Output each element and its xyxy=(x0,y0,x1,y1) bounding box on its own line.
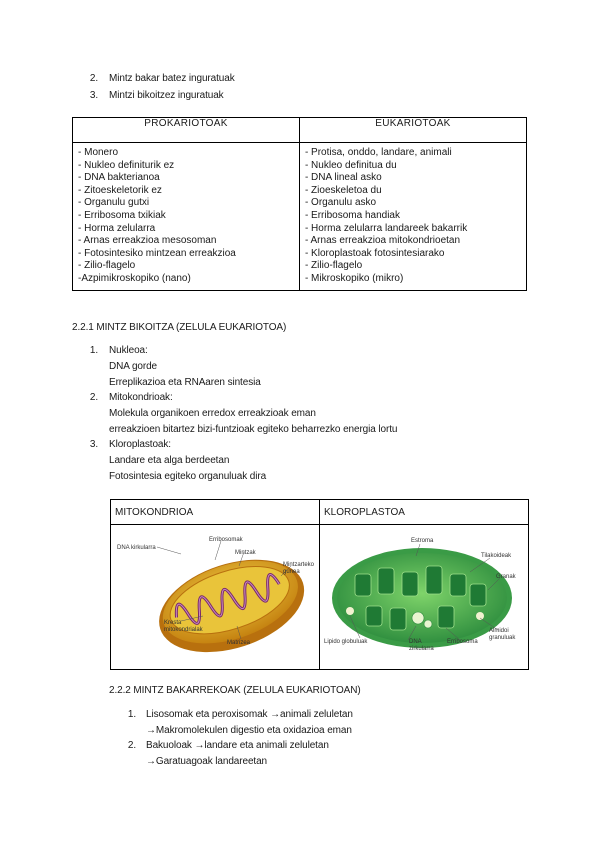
list-item: - Kloroplastoak fotosintesiarako xyxy=(304,247,445,259)
list-item: - Arnas erreakzioa mitokondrioetan xyxy=(304,235,461,247)
list-item-text: Mintzi bikoitzez inguratuak xyxy=(109,90,224,101)
list-item: - Organulu gutxi xyxy=(78,197,150,209)
kloro-label-dna: DNA zirkularra xyxy=(409,639,434,652)
list-number: 3. xyxy=(89,90,98,101)
mito-label-gunea: Mintzarteko gunea xyxy=(283,562,315,575)
mito-label-krestak: Kresta mitokondrialak xyxy=(164,620,203,633)
table-header-row xyxy=(73,118,527,143)
item-line: Erreplikazioa eta RNAaren sintesia xyxy=(109,377,261,388)
list-number: 2. xyxy=(89,73,98,84)
list-item: - DNA bakterianoa xyxy=(78,172,160,184)
list-item: - Nukleo definiturik ez xyxy=(78,159,175,171)
list-item: - Monero xyxy=(78,147,119,158)
list-item: - Erribosoma txikiak xyxy=(78,209,166,221)
section-title-222: 2.2.2 MINTZ BAKARREKOAK (ZELULA EUKARIOTOAN) xyxy=(109,685,361,696)
list-item: - Zilio-flagelo xyxy=(304,260,363,272)
list-item: - Mikroskopiko (mikro) xyxy=(304,272,404,284)
list-item-text: Mintz bakar batez inguratuak xyxy=(109,73,235,84)
list-item: - Horma zelularra landareek bakarrik xyxy=(304,222,468,234)
item-line: erreakzioen bitartez bizi-funtzioak egiteko beharrezko energia lortu xyxy=(109,424,398,435)
mito-label-erribosomak: Erribosomak xyxy=(209,537,243,543)
list-item: - Erribosoma handiak xyxy=(304,209,400,221)
kloro-label-estroma: Estroma xyxy=(411,538,434,544)
header-eukariotoak: EUKARIOTOAK xyxy=(299,118,526,143)
list-number: 1. xyxy=(89,345,98,356)
kloro-label-erribosoma: Erribosoma xyxy=(447,639,478,645)
list-item: - Arnas erreakzioa mesosoman xyxy=(78,235,217,247)
item-line: Fotosintesia egiteko organuluak dira xyxy=(109,471,267,482)
list-item: - Organulu asko xyxy=(304,197,377,209)
item-line: Landare eta alga berdeetan xyxy=(109,455,230,466)
list-item: - Zioeskeletoa du xyxy=(304,184,382,196)
kloro-label-almidoia: Almidoi granuluak xyxy=(489,628,516,641)
list-item: - DNA lineal asko xyxy=(304,172,382,184)
item-title-mitokondrioak: Mitokondrioak: xyxy=(109,392,173,403)
item-line: DNA gorde xyxy=(109,361,158,372)
item-title-kloroplastoak: Kloroplastoak: xyxy=(109,439,171,450)
item-line: Molekula organikoen erredox erreakzioak eman xyxy=(109,408,316,419)
mito-label-mintzak: Mintzak xyxy=(235,550,256,556)
list-item: - Zilio-flagelo xyxy=(78,260,136,272)
list-item: - Nukleo definitua du xyxy=(304,159,397,171)
comparison-table xyxy=(72,117,527,291)
list-number: 3. xyxy=(89,439,98,450)
kloro-label-tilakoideak: Tilakoideak xyxy=(481,553,512,559)
list-item: - Protisa, onddo, landare, animali xyxy=(304,147,452,158)
mito-label-matrizea: Matrizea xyxy=(227,640,251,646)
item-line: →Makromolekulen digestio eta oxidazioa eman xyxy=(146,725,352,736)
kloro-label-granak: Granak xyxy=(496,574,516,580)
organelle-image-table xyxy=(110,499,529,670)
eukariotoak-cell xyxy=(299,143,526,291)
item-line: Bakuoloak →landare eta animali zeluletan xyxy=(146,740,329,751)
header-mitokondrioa: MITOKONDRIOA xyxy=(115,507,194,518)
list-number: 2. xyxy=(89,392,98,403)
prokariotoak-cell xyxy=(73,143,300,291)
list-item: - Fotosintesiko mintzean erreakzioa xyxy=(78,247,236,259)
kloro-label-lipido: Lipido globuluak xyxy=(324,639,368,645)
item-line: →Garatuagoak landareetan xyxy=(146,756,268,767)
list-item: - Horma zelularra xyxy=(78,222,156,234)
mito-label-dna: DNA kirkularra xyxy=(117,545,156,551)
item-title-nukleoa: Nukleoa: xyxy=(109,345,148,356)
list-number: 2. xyxy=(127,740,136,751)
header-kloroplastoa: KLOROPLASTOA xyxy=(324,507,405,518)
item-line: Lisosomak eta peroxisomak →animali zeluletan xyxy=(146,709,353,720)
list-number: 1. xyxy=(127,709,136,720)
table-row xyxy=(73,143,527,291)
section-title-221: 2.2.1 MINTZ BIKOITZA (ZELULA EUKARIOTOA) xyxy=(72,322,287,333)
list-item: - Zitoeskeletorik ez xyxy=(78,184,162,196)
list-item: -Azpimikroskopiko (nano) xyxy=(78,272,191,284)
header-prokariotoak: PROKARIOTOAK xyxy=(73,118,300,143)
